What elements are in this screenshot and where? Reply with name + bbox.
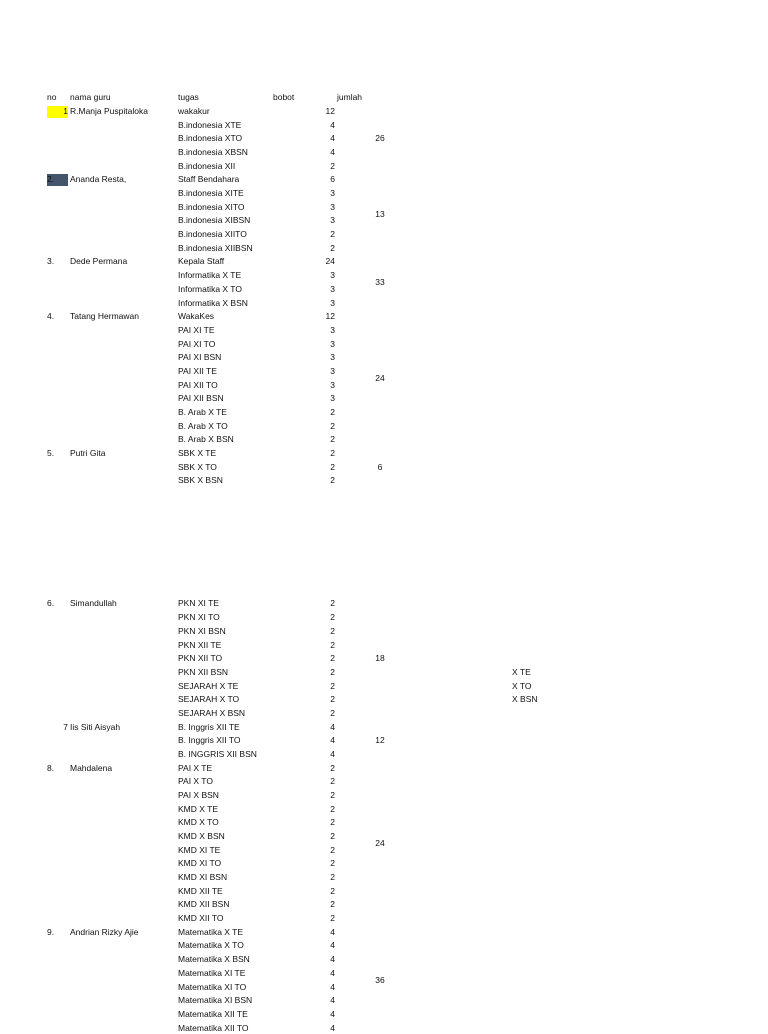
side-note: X TO	[512, 680, 532, 691]
task-bobot: 3	[330, 365, 335, 376]
task-name: PAI XI TO	[178, 338, 216, 349]
task-bobot: 2	[330, 831, 335, 842]
teacher-jumlah: 6	[377, 461, 383, 472]
task-bobot: 2	[330, 817, 335, 828]
task-bobot: 2	[330, 858, 335, 869]
task-bobot: 3	[330, 188, 335, 199]
task-bobot: 2	[330, 913, 335, 924]
teacher-no: 6.	[47, 598, 55, 609]
task-name: SBK X TE	[178, 448, 217, 458]
task-name: SBK X BSN	[178, 475, 223, 486]
task-name: PKN XI BSN	[178, 625, 226, 636]
task-name: PAI XI BSN	[178, 352, 222, 363]
teacher-name: Putri Gita	[70, 448, 106, 458]
teacher-no: 8.	[47, 762, 55, 773]
teacher-name: Iis Siti Aisyah	[70, 721, 121, 732]
task-bobot: 4	[330, 954, 335, 965]
task-bobot: 2	[330, 762, 335, 773]
task-name: Matematika XI BSN	[178, 995, 253, 1006]
task-bobot: 2	[330, 844, 335, 855]
teacher-name: Mahdalena	[70, 762, 113, 773]
task-name: PKN XII BSN	[178, 666, 229, 677]
task-bobot: 4	[330, 926, 335, 937]
task-name: KMD X TE	[178, 803, 218, 814]
task-bobot: 4	[330, 981, 335, 992]
task-bobot: 2	[330, 694, 335, 705]
task-bobot: 12	[325, 311, 335, 322]
task-bobot: 2	[330, 598, 335, 609]
task-name: wakakur	[178, 106, 210, 116]
task-bobot: 2	[330, 434, 335, 445]
task-name: B.indonesia XITE	[178, 188, 244, 199]
task-name: B.indonesia XIBSN	[178, 215, 251, 226]
task-name: SEJARAH X TO	[178, 694, 240, 705]
task-bobot: 4	[330, 119, 335, 130]
task-name: Informatika X TO	[178, 283, 242, 294]
teacher-name: Dede Permana	[70, 256, 128, 267]
task-bobot: 2	[330, 625, 335, 636]
header-jumlah: jumlah	[337, 92, 363, 102]
task-name: Matematika X BSN	[178, 954, 250, 965]
task-bobot: 4	[330, 967, 335, 978]
task-name: Matematika XII TO	[178, 1022, 249, 1033]
task-bobot: 24	[325, 256, 335, 267]
task-bobot: 2	[330, 872, 335, 883]
task-name: Matematika XI TO	[178, 981, 247, 992]
task-name: KMD XI TE	[178, 844, 221, 855]
task-bobot: 3	[330, 338, 335, 349]
task-name: PAI XI TE	[178, 324, 215, 335]
task-bobot: 2	[330, 790, 335, 800]
task-bobot: 2	[330, 707, 335, 718]
side-note: X TE	[512, 666, 531, 677]
header-bobot: bobot	[273, 92, 295, 102]
task-name: B. Arab X TE	[178, 406, 227, 417]
task-bobot: 3	[330, 379, 335, 390]
task-name: B. Inggris XII TE	[178, 721, 240, 732]
teacher-jumlah: 36	[375, 974, 385, 985]
task-bobot: 3	[330, 270, 335, 281]
task-bobot: 2	[330, 803, 335, 814]
task-bobot: 2	[330, 680, 335, 691]
task-bobot: 2	[330, 885, 335, 896]
task-name: KMD X TO	[178, 817, 219, 828]
task-name: Staff Bendahara	[178, 174, 240, 185]
task-bobot: 2	[330, 639, 335, 650]
task-name: B.indonesia XII	[178, 160, 236, 171]
task-bobot: 4	[330, 721, 335, 732]
task-bobot: 3	[330, 283, 335, 294]
task-bobot: 3	[330, 324, 335, 335]
teacher-no: 7	[63, 721, 68, 732]
task-name: PAI X BSN	[178, 790, 219, 800]
task-name: PAI X TE	[178, 762, 213, 773]
header-tugas: tugas	[178, 92, 199, 102]
task-bobot: 3	[330, 297, 335, 308]
task-bobot: 4	[330, 748, 335, 759]
task-bobot: 12	[325, 106, 335, 116]
task-name: Informatika X BSN	[178, 297, 248, 308]
task-bobot: 3	[330, 215, 335, 226]
task-bobot: 2	[330, 899, 335, 910]
task-bobot: 2	[330, 448, 335, 458]
task-bobot: 4	[330, 1008, 335, 1019]
task-name: KMD X BSN	[178, 831, 225, 842]
teacher-no: 3.	[47, 256, 55, 267]
task-name: B.indonesia XIITO	[178, 229, 247, 240]
task-bobot: 4	[330, 1022, 335, 1033]
task-bobot: 2	[330, 160, 335, 171]
task-name: PKN XI TE	[178, 598, 219, 609]
task-bobot: 2	[330, 475, 335, 486]
task-name: B. Inggris XII TO	[178, 735, 241, 746]
task-bobot: 3	[330, 393, 335, 404]
task-name: KMD XII BSN	[178, 899, 230, 910]
task-name: PKN XII TO	[178, 653, 223, 664]
task-name: PAI XII TE	[178, 365, 217, 376]
task-bobot: 4	[330, 147, 335, 158]
teacher-name: Simandullah	[70, 598, 117, 609]
task-name: B.indonesia XITO	[178, 201, 245, 212]
task-bobot: 6	[330, 174, 335, 185]
teacher-name: Ananda Resta,	[70, 174, 127, 185]
teacher-no: 2.	[47, 174, 55, 185]
task-bobot: 3	[330, 352, 335, 363]
task-name: KMD XII TE	[178, 885, 223, 896]
task-bobot: 2	[330, 612, 335, 623]
task-name: B.indonesia XBSN	[178, 147, 248, 158]
task-name: SBK X TO	[178, 461, 217, 472]
teacher-name: Andrian Rizky Ajie	[70, 926, 139, 937]
teacher-no: 9.	[47, 926, 55, 937]
task-bobot: 2	[330, 776, 335, 787]
task-bobot: 2	[330, 666, 335, 677]
task-name: PKN XI TO	[178, 612, 220, 623]
task-bobot: 2	[330, 406, 335, 417]
task-name: SEJARAH X TE	[178, 680, 239, 691]
teacher-no: 1	[63, 106, 68, 116]
task-bobot: 4	[330, 995, 335, 1006]
task-name: B.indonesia XTO	[178, 133, 243, 144]
task-bobot: 4	[330, 940, 335, 951]
task-bobot: 2	[330, 653, 335, 664]
task-bobot: 2	[330, 242, 335, 253]
task-name: Matematika XII TE	[178, 1008, 248, 1019]
teacher-name: R.Manja Puspitaloka	[70, 106, 148, 116]
task-name: Matematika XI TE	[178, 967, 246, 978]
teacher-jumlah: 24	[375, 372, 385, 383]
task-bobot: 2	[330, 420, 335, 431]
task-name: SEJARAH X BSN	[178, 707, 246, 718]
task-name: WakaKes	[178, 311, 215, 322]
teacher-jumlah: 24	[375, 837, 385, 848]
task-name: B. Arab X TO	[178, 420, 228, 431]
teacher-jumlah: 13	[375, 208, 385, 219]
task-bobot: 4	[330, 133, 335, 144]
task-name: KMD XII TO	[178, 913, 224, 924]
task-bobot: 4	[330, 735, 335, 746]
task-name: PAI XII BSN	[178, 393, 224, 404]
task-name: Matematika X TE	[178, 926, 244, 937]
teacher-jumlah: 12	[375, 735, 385, 746]
task-name: Informatika X TE	[178, 270, 242, 281]
task-name: B. Arab X BSN	[178, 434, 234, 445]
teacher-no: 4.	[47, 311, 55, 322]
task-bobot: 2	[330, 229, 335, 240]
teacher-jumlah: 33	[375, 277, 385, 287]
task-name: B. INGGRIS XII BSN	[178, 748, 257, 759]
teacher-jumlah: 26	[375, 133, 385, 144]
task-bobot: 3	[330, 201, 335, 212]
task-name: B.indonesia XTE	[178, 119, 242, 130]
teacher-jumlah: 18	[375, 653, 385, 664]
task-name: Matematika X TO	[178, 940, 244, 951]
task-name: Kepala Staff	[178, 256, 225, 267]
task-name: KMD XI BSN	[178, 872, 228, 883]
task-name: PAI X TO	[178, 776, 213, 787]
teacher-name: Tatang Hermawan	[70, 311, 139, 322]
teacher-no: 5.	[47, 448, 55, 458]
task-name: KMD XI TO	[178, 858, 222, 869]
task-name: PAI XII TO	[178, 379, 218, 390]
task-name: PKN XII TE	[178, 639, 222, 650]
header-no: no	[47, 92, 57, 102]
side-note: X BSN	[512, 694, 538, 705]
task-name: B.indonesia XIIBSN	[178, 242, 253, 253]
header-nama-guru: nama guru	[70, 92, 111, 102]
task-bobot: 2	[330, 461, 335, 472]
